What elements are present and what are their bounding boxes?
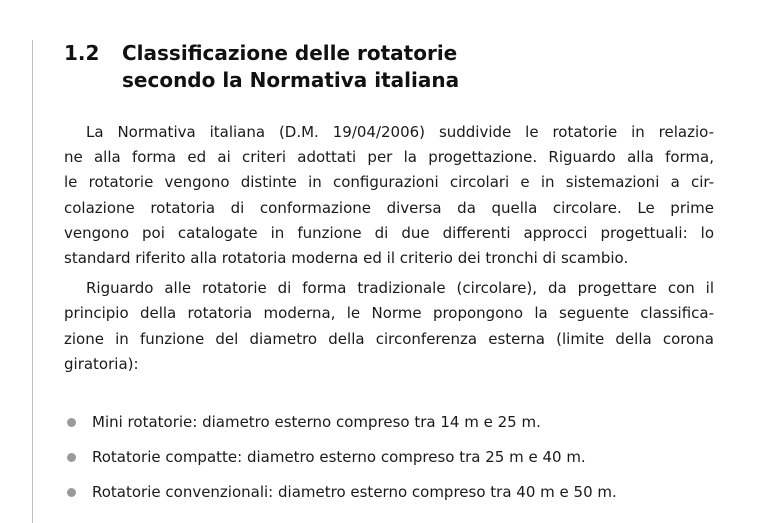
bullet-list xyxy=(64,407,744,512)
text-line: le rotatorie vengono distinte in configurazioni circolari e in sistemazioni a cir- xyxy=(64,173,714,192)
bullet-dot-icon xyxy=(67,488,76,497)
text-line: La Normativa italiana (D.M. 19/04/2006) suddivide le rotatorie in relazio- xyxy=(86,123,714,141)
section-number: 1.2 xyxy=(64,41,100,65)
section-title-line: secondo la Normativa italiana xyxy=(122,68,460,92)
bullet-dot-icon xyxy=(67,418,76,427)
text-line: standard riferito alla rotatoria moderna ed il criterio dei tronchi di scambio. xyxy=(64,249,629,268)
text-line: vengono poi catalogate in funzione di due differenti approcci progettuali: lo xyxy=(64,223,714,242)
list-item-text: Mini rotatorie: diametro esterno compreso tra 14 m e 25 m. xyxy=(92,413,541,431)
list-item-text: Rotatorie convenzionali: diametro esterno compreso tra 40 m e 50 m. xyxy=(92,483,617,501)
text-line: zione in funzione del diametro della circonferenza esterna (limite della corona xyxy=(64,329,714,348)
section-title xyxy=(122,40,459,94)
text-line: principio della rotatoria moderna, le Norme propongono la seguente classifica- xyxy=(64,304,714,323)
list-item xyxy=(64,442,744,477)
list-item xyxy=(64,407,744,442)
paragraph xyxy=(64,276,714,377)
list-item-text: Rotatorie compatte: diametro esterno compreso tra 25 m e 40 m. xyxy=(92,448,586,466)
bullet-dot-icon xyxy=(67,453,76,462)
body-text xyxy=(64,120,714,377)
text-line: Riguardo alle rotatorie di forma tradizionale (circolare), da progettare con il xyxy=(86,279,714,298)
list-item xyxy=(64,477,744,512)
text-line: ne alla forma ed ai criteri adottati per la progettazione. Riguardo alla forma, xyxy=(64,148,714,167)
text-line: colazione rotatoria di conformazione diversa da quella circolare. Le prime xyxy=(64,198,714,217)
text-line: giratoria): xyxy=(64,354,139,373)
paragraph xyxy=(64,120,714,271)
margin-rule xyxy=(32,40,33,523)
section-title-line: Classificazione delle rotatorie xyxy=(122,41,458,65)
